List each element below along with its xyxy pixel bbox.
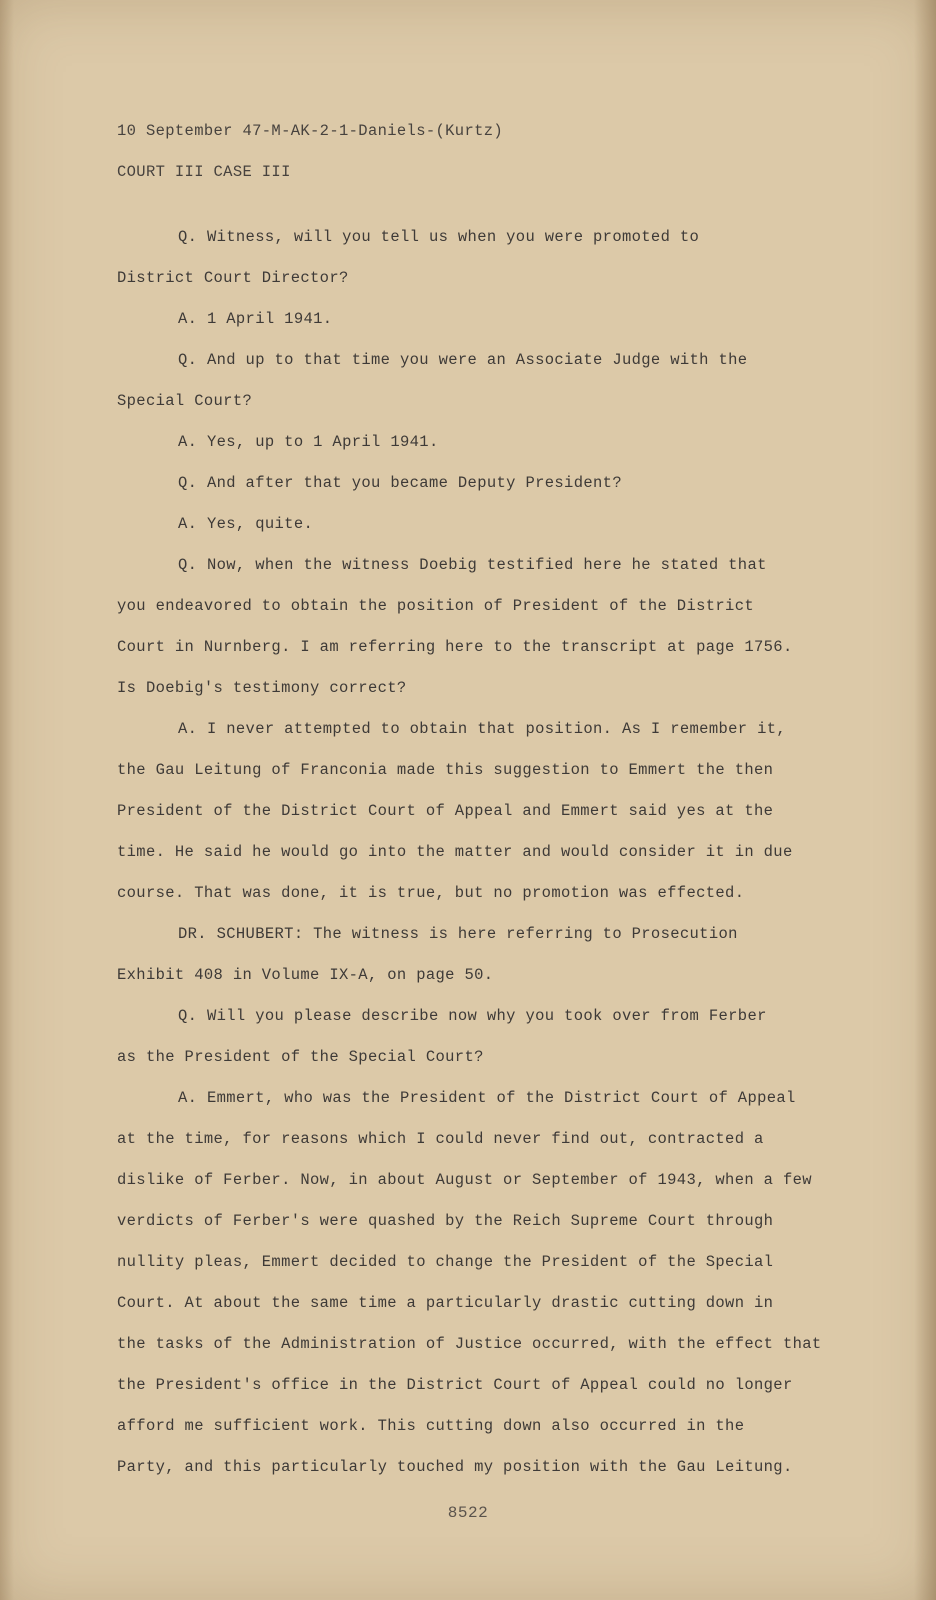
transcript-line: dislike of Ferber. Now, in about August or September of 1943, when a few bbox=[117, 1171, 812, 1189]
transcript-line: nullity pleas, Emmert decided to change the President of the Special bbox=[117, 1253, 774, 1271]
transcript-line: Q. And after that you became Deputy President? bbox=[178, 474, 622, 492]
page-number: 8522 bbox=[447, 1504, 489, 1522]
court-case-line: COURT III CASE III bbox=[117, 163, 291, 181]
transcript-line: A. 1 April 1941. bbox=[178, 310, 333, 328]
page-edge-shadow-left bbox=[0, 0, 14, 1600]
transcript-line: as the President of the Special Court? bbox=[117, 1048, 484, 1066]
transcript-line: Party, and this particularly touched my position with the Gau Leitung. bbox=[117, 1458, 793, 1476]
transcript-line: Exhibit 408 in Volume IX-A, on page 50. bbox=[117, 966, 494, 984]
transcript-line: Special Court? bbox=[117, 392, 253, 410]
transcript-line: the tasks of the Administration of Justice occurred, with the effect that bbox=[117, 1335, 822, 1353]
transcript-line: Q. Will you please describe now why you took over from Ferber bbox=[178, 1007, 767, 1025]
transcript-line: Court. At about the same time a particularly drastic cutting down in bbox=[117, 1294, 774, 1312]
transcript-line: you endeavored to obtain the position of President of the District bbox=[117, 597, 754, 615]
page-edge-shadow-right bbox=[914, 0, 936, 1600]
transcript-line: Q. Now, when the witness Doebig testified here he stated that bbox=[178, 556, 767, 574]
transcript-line: A. Yes, quite. bbox=[178, 515, 314, 533]
transcript-line: Q. Witness, will you tell us when you were promoted to bbox=[178, 228, 700, 246]
transcript-line: time. He said he would go into the matter and would consider it in due bbox=[117, 843, 793, 861]
transcript-reference-line: 10 September 47-M-AK-2-1-Daniels-(Kurtz) bbox=[117, 122, 504, 140]
transcript-line: A. I never attempted to obtain that position. As I remember it, bbox=[178, 720, 787, 738]
transcript-line: verdicts of Ferber's were quashed by the Reich Supreme Court through bbox=[117, 1212, 774, 1230]
transcript-line: Is Doebig's testimony correct? bbox=[117, 679, 407, 697]
transcript-line: the Gau Leitung of Franconia made this suggestion to Emmert the then bbox=[117, 761, 774, 779]
transcript-line: afford me sufficient work. This cutting down also occurred in the bbox=[117, 1417, 745, 1435]
transcript-line: A. Yes, up to 1 April 1941. bbox=[178, 433, 439, 451]
transcript-line: President of the District Court of Appeal and Emmert said yes at the bbox=[117, 802, 774, 820]
transcript-line: the President's office in the District Court of Appeal could no longer bbox=[117, 1376, 793, 1394]
transcript-line: Q. And up to that time you were an Associate Judge with the bbox=[178, 351, 748, 369]
transcript-line: course. That was done, it is true, but no promotion was effected. bbox=[117, 884, 745, 902]
transcript-line: District Court Director? bbox=[117, 269, 349, 287]
transcript-line: DR. SCHUBERT: The witness is here referring to Prosecution bbox=[178, 925, 738, 943]
transcript-line: at the time, for reasons which I could never find out, contracted a bbox=[117, 1130, 764, 1148]
transcript-line: Court in Nurnberg. I am referring here to the transcript at page 1756. bbox=[117, 638, 793, 656]
transcript-line: A. Emmert, who was the President of the District Court of Appeal bbox=[178, 1089, 796, 1107]
